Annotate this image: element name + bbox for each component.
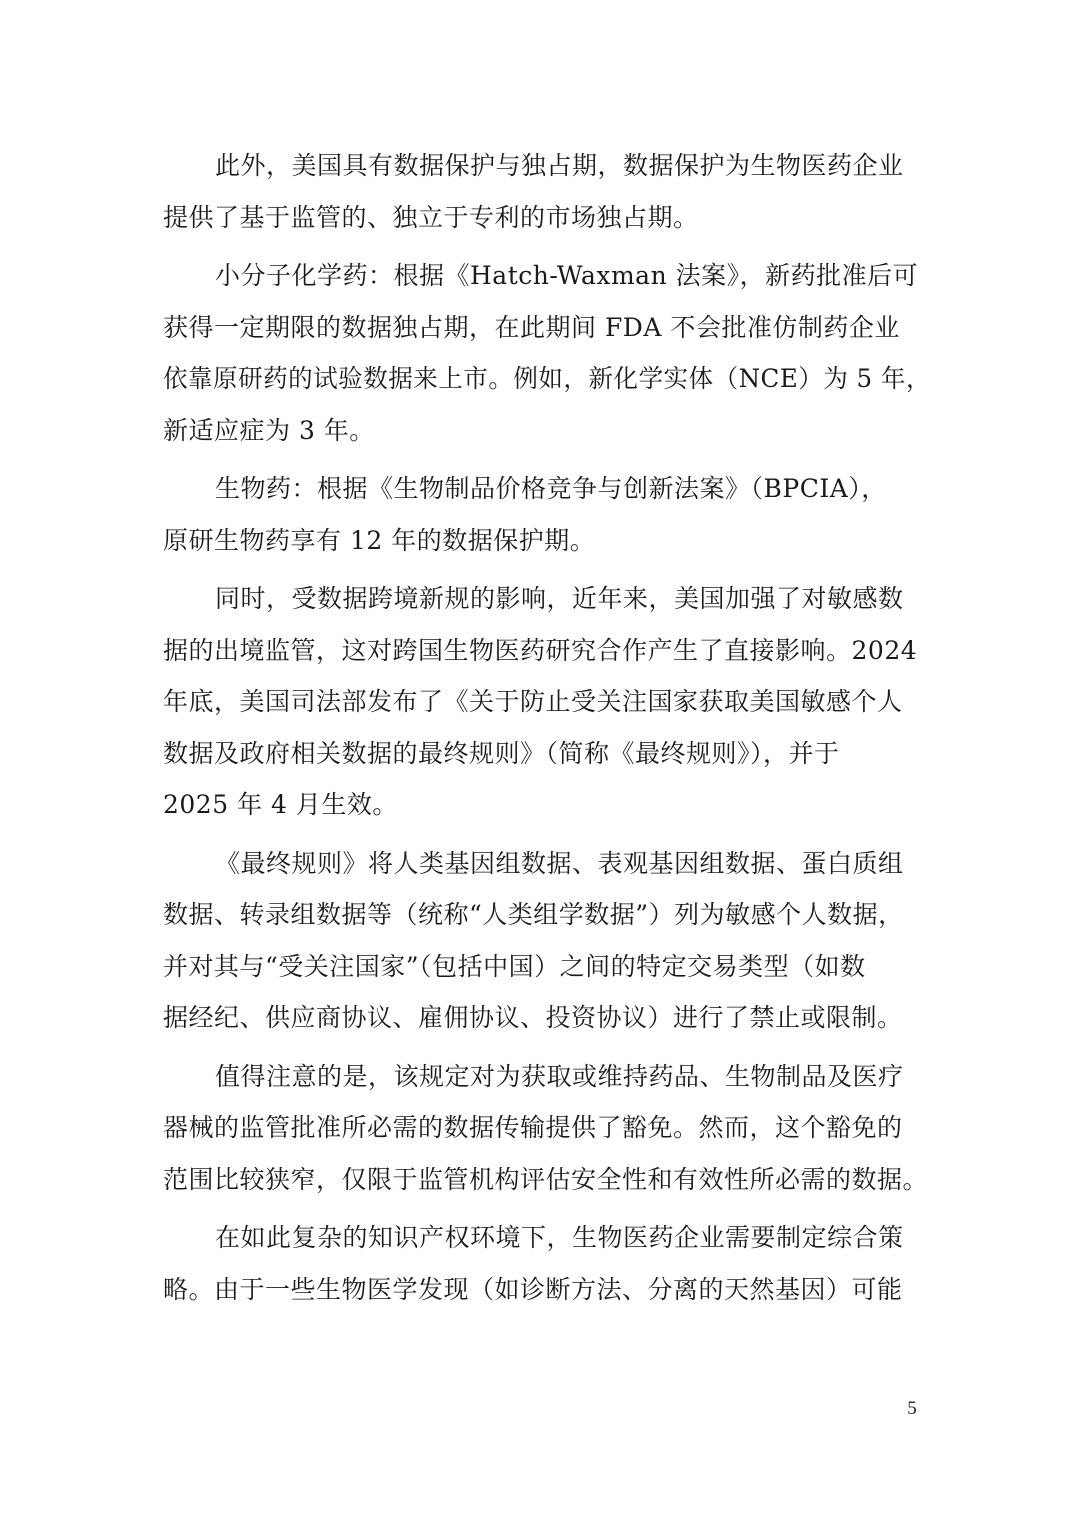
paragraph-line: 在如此复杂的知识产权环境下，生物医药企业需要制定综合策 xyxy=(215,1223,904,1252)
paragraph-line: 此外，美国具有数据保护与独占期，数据保护为生物医药企业 xyxy=(215,151,904,180)
paragraph-line: 新适应症为 3 年。 xyxy=(163,415,375,445)
paragraph-line: 年底，美国司法部发布了《关于防止受关注国家获取美国敏感个人 xyxy=(163,687,903,716)
paragraph-line: 略。由于一些生物医学发现（如诊断方法、分离的天然基因）可能 xyxy=(163,1274,903,1304)
paragraph-line: 同时，受数据跨境新规的影响，近年来，美国加强了对敏感数 xyxy=(215,584,904,613)
paragraph-line: 数据及政府相关数据的最终规则》（简称《最终规则》），并于 xyxy=(163,738,840,768)
paragraph-line: 2025 年 4 月生效。 xyxy=(163,790,398,819)
paragraph-line: 器械的监管批准所必需的数据传输提供了豁免。然而，这个豁免的 xyxy=(163,1113,903,1142)
paragraph-final-rule xyxy=(163,838,923,1044)
paragraph-data-protection xyxy=(163,140,923,243)
paragraph-line: 生物药：根据《生物制品价格竞争与创新法案》（BPCIA）， xyxy=(215,474,887,503)
paragraph-line: 依靠原研药的试验数据来上市。例如，新化学实体（NCE）为 5 年， xyxy=(163,364,932,393)
paragraph-line: 据经纪、供应商协议、雇佣协议、投资协议）进行了禁止或限制。 xyxy=(163,1003,903,1032)
document-body xyxy=(163,140,932,1322)
paragraph-line: 小分子化学药：根据《Hatch-Waxman 法案》，新药批准后可 xyxy=(215,261,919,290)
paragraph-line: 值得注意的是，该规定对为获取或维持药品、生物制品及医疗 xyxy=(215,1061,904,1091)
paragraph-ip-strategy xyxy=(163,1212,923,1315)
paragraph-line: 原研生物药享有 12 年的数据保护期。 xyxy=(163,525,596,555)
paragraph-line: 并对其与“受关注国家”（包括中国）之间的特定交易类型（如数 xyxy=(163,951,866,981)
page-number: 5 xyxy=(907,1398,917,1419)
paragraph-line: 《最终规则》将人类基因组数据、表观基因组数据、蛋白质组 xyxy=(215,848,904,878)
paragraph-exemption xyxy=(163,1051,929,1206)
paragraph-line: 范围比较狭窄，仅限于监管机构评估安全性和有效性所必需的数据。 xyxy=(163,1164,929,1194)
paragraph-line: 数据、转录组数据等（统称“人类组学数据”）列为敏感个人数据， xyxy=(163,900,904,929)
paragraph-line: 据的出境监管，这对跨国生物医药研究合作产生了直接影响。2024 xyxy=(163,635,918,665)
paragraph-line: 提供了基于监管的、独立于专利的市场独占期。 xyxy=(163,202,699,232)
paragraph-cross-border-data xyxy=(163,573,923,831)
paragraph-biologics xyxy=(163,463,923,566)
paragraph-line: 获得一定期限的数据独占期，在此期间 FDA 不会批准仿制药企业 xyxy=(163,312,900,342)
paragraph-small-molecule xyxy=(163,250,932,456)
